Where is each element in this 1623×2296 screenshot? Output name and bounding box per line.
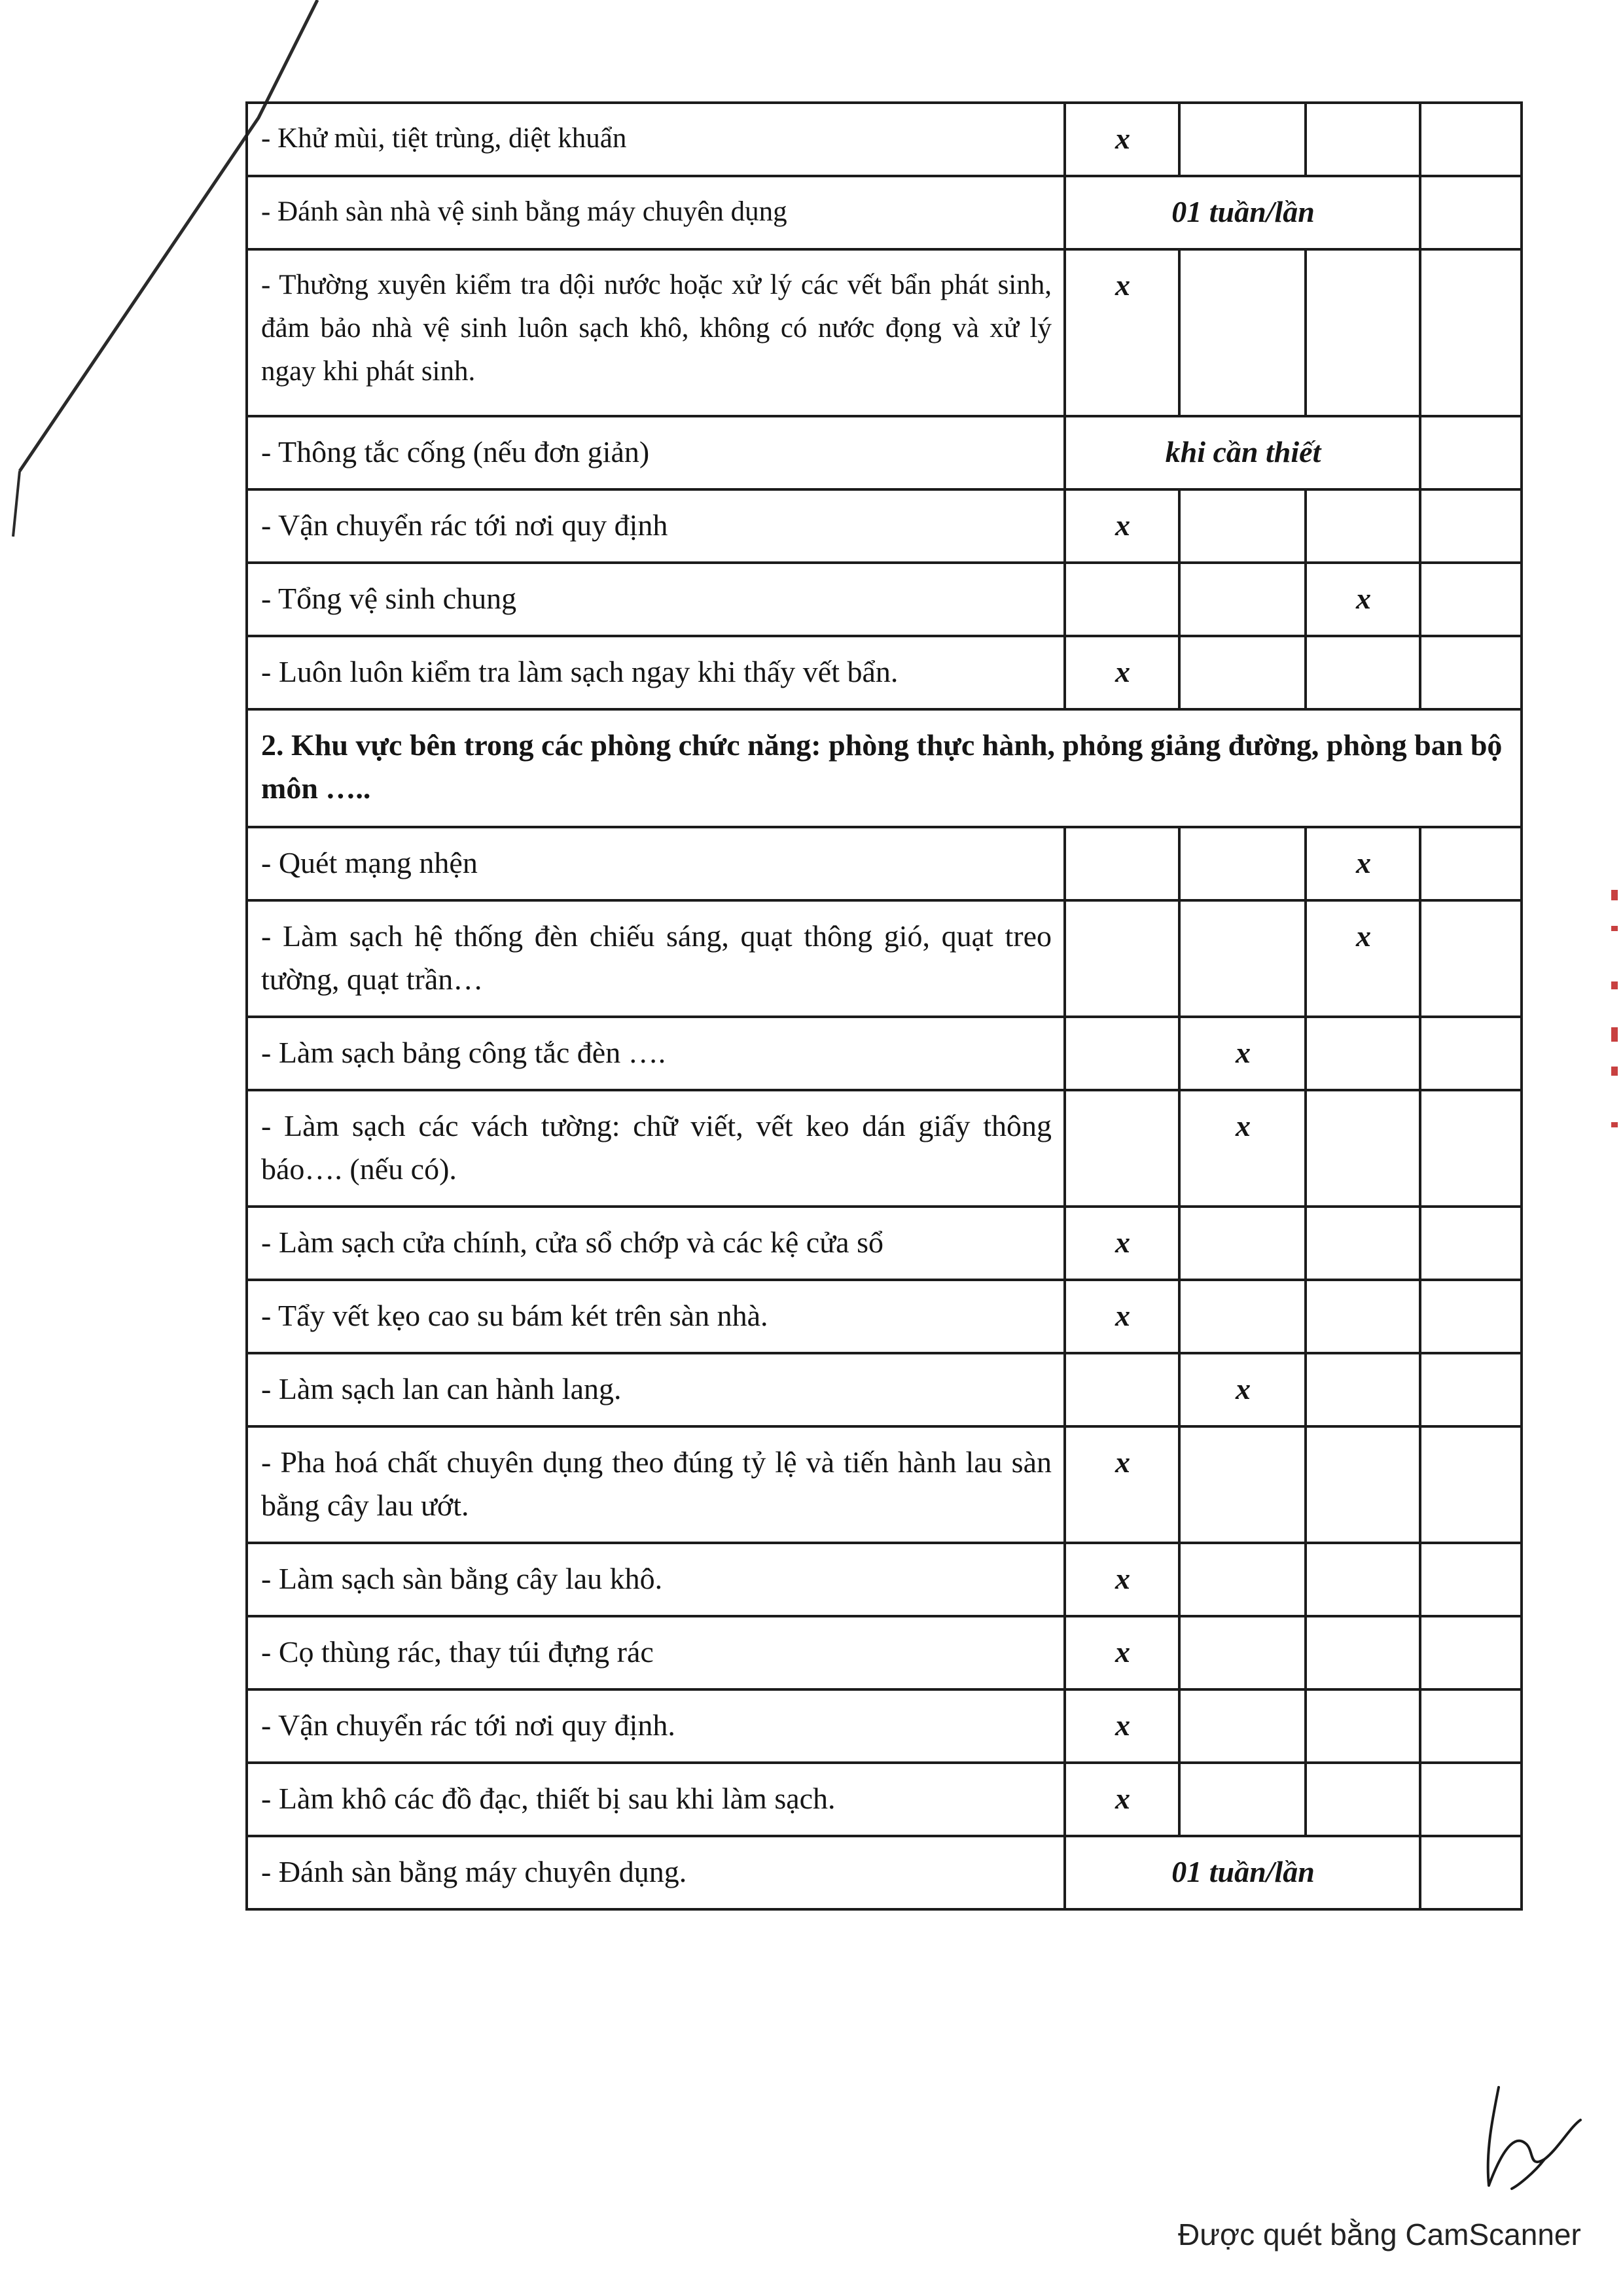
table-row (247, 176, 1522, 249)
table-row (247, 1353, 1522, 1426)
task-description: - Đánh sàn nhà vệ sinh bằng máy chuyên dụng (247, 176, 1065, 249)
task-description: - Làm khô các đồ đạc, thiết bị sau khi làm sạch. (247, 1763, 1065, 1836)
mark-cell (1179, 1616, 1306, 1689)
mark-cell (1179, 1763, 1306, 1836)
table-row (247, 636, 1522, 709)
table-row (247, 1207, 1522, 1280)
edge-mark (1611, 1027, 1618, 1042)
edge-mark (1611, 1067, 1618, 1076)
table-row (247, 1543, 1522, 1616)
frequency-note: 01 tuần/lần (1065, 176, 1420, 249)
mark-cell (1306, 1090, 1420, 1207)
task-description: - Luôn luôn kiểm tra làm sạch ngay khi thấy vết bẩn. (247, 636, 1065, 709)
mark-cell: x (1065, 1616, 1179, 1689)
section-row (247, 709, 1522, 827)
mark-cell: x (1179, 1017, 1306, 1090)
task-description: - Quét mạng nhện (247, 827, 1065, 900)
mark-cell (1420, 489, 1522, 563)
mark-cell (1065, 1090, 1179, 1207)
mark-cell (1420, 1426, 1522, 1543)
table-row (247, 1090, 1522, 1207)
table-row (247, 103, 1522, 176)
task-description: - Thường xuyên kiểm tra dội nước hoặc xử lý các vết bẩn phát sinh, đảm bảo nhà vệ sinh luôn sạch khô, không có nước đọng và xử lý ngay khi phát sinh. (247, 249, 1065, 416)
table-row (247, 1763, 1522, 1836)
table-row (247, 563, 1522, 636)
mark-cell (1306, 1426, 1420, 1543)
mark-cell (1420, 1689, 1522, 1763)
mark-cell: x (1065, 636, 1179, 709)
mark-cell (1306, 103, 1420, 176)
mark-cell: x (1065, 1280, 1179, 1353)
mark-cell (1420, 827, 1522, 900)
mark-cell (1179, 1207, 1306, 1280)
task-description: - Pha hoá chất chuyên dụng theo đúng tỷ lệ và tiến hành lau sàn bằng cây lau ướt. (247, 1426, 1065, 1543)
table-row (247, 1689, 1522, 1763)
table-row (247, 1616, 1522, 1689)
mark-cell (1179, 1280, 1306, 1353)
mark-cell (1306, 1353, 1420, 1426)
mark-cell: x (1065, 489, 1179, 563)
task-description: - Làm sạch cửa chính, cửa sổ chớp và các kệ cửa sổ (247, 1207, 1065, 1280)
mark-cell (1420, 563, 1522, 636)
table-row (247, 900, 1522, 1017)
edge-mark (1611, 926, 1618, 931)
mark-cell (1179, 103, 1306, 176)
table-row (247, 1280, 1522, 1353)
edge-mark (1611, 890, 1618, 900)
mark-cell: x (1179, 1353, 1306, 1426)
edge-mark (1611, 981, 1618, 989)
table-row (247, 1426, 1522, 1543)
mark-cell: x (1306, 827, 1420, 900)
task-description: - Làm sạch bảng công tắc đèn …. (247, 1017, 1065, 1090)
mark-cell (1420, 1207, 1522, 1280)
table-row (247, 1017, 1522, 1090)
task-description: - Đánh sàn bằng máy chuyên dụng. (247, 1836, 1065, 1909)
mark-cell (1420, 249, 1522, 416)
mark-cell: x (1065, 1763, 1179, 1836)
task-description: - Làm sạch lan can hành lang. (247, 1353, 1065, 1426)
task-description: - Thông tắc cống (nếu đơn giản) (247, 416, 1065, 489)
task-description: - Tẩy vết kẹo cao su bám két trên sàn nhà. (247, 1280, 1065, 1353)
edge-mark (1611, 1122, 1618, 1127)
mark-cell (1420, 1616, 1522, 1689)
mark-cell (1420, 1543, 1522, 1616)
mark-cell (1306, 1689, 1420, 1763)
mark-cell (1065, 1353, 1179, 1426)
mark-cell (1420, 176, 1522, 249)
mark-cell (1306, 1017, 1420, 1090)
mark-cell (1179, 636, 1306, 709)
table-row (247, 1836, 1522, 1909)
task-description: - Làm sạch sàn bằng cây lau khô. (247, 1543, 1065, 1616)
mark-cell (1420, 1280, 1522, 1353)
task-description: - Vận chuyển rác tới nơi quy định (247, 489, 1065, 563)
mark-cell: x (1065, 1207, 1179, 1280)
table-row (247, 489, 1522, 563)
mark-cell (1306, 636, 1420, 709)
mark-cell: x (1065, 249, 1179, 416)
frequency-note: 01 tuần/lần (1065, 1836, 1420, 1909)
mark-cell (1420, 1090, 1522, 1207)
table-row (247, 416, 1522, 489)
task-description: - Làm sạch hệ thống đèn chiếu sáng, quạt thông gió, quạt treo tường, quạt trần… (247, 900, 1065, 1017)
mark-cell (1065, 900, 1179, 1017)
mark-cell (1420, 1836, 1522, 1909)
mark-cell (1306, 1543, 1420, 1616)
mark-cell: x (1065, 103, 1179, 176)
mark-cell (1420, 1353, 1522, 1426)
table-body (247, 103, 1522, 1909)
task-description: - Khử mùi, tiệt trùng, diệt khuẩn (247, 103, 1065, 176)
task-description: - Cọ thùng rác, thay túi đựng rác (247, 1616, 1065, 1689)
task-description: - Làm sạch các vách tường: chữ viết, vết keo dán giấy thông báo…. (nếu có). (247, 1090, 1065, 1207)
mark-cell (1306, 489, 1420, 563)
mark-cell (1306, 1763, 1420, 1836)
mark-cell: x (1065, 1426, 1179, 1543)
mark-cell: x (1065, 1543, 1179, 1616)
mark-cell (1179, 1543, 1306, 1616)
mark-cell (1420, 1017, 1522, 1090)
mark-cell (1306, 1616, 1420, 1689)
mark-cell (1179, 563, 1306, 636)
mark-cell (1306, 1280, 1420, 1353)
task-description: - Tổng vệ sinh chung (247, 563, 1065, 636)
mark-cell: x (1306, 563, 1420, 636)
mark-cell (1420, 900, 1522, 1017)
camscanner-footer: Được quét bằng CamScanner (1178, 2217, 1581, 2252)
mark-cell (1306, 249, 1420, 416)
frequency-note: khi cần thiết (1065, 416, 1420, 489)
mark-cell (1179, 249, 1306, 416)
mark-cell: x (1065, 1689, 1179, 1763)
mark-cell (1065, 827, 1179, 900)
mark-cell (1179, 489, 1306, 563)
mark-cell (1420, 103, 1522, 176)
mark-cell (1179, 1689, 1306, 1763)
section-heading: 2. Khu vực bên trong các phòng chức năng: phòng thực hành, phỏng giảng đường, phòng ban bộ môn ….. (247, 709, 1522, 827)
table-row (247, 249, 1522, 416)
mark-cell (1306, 1207, 1420, 1280)
cleaning-schedule-table (245, 101, 1523, 1911)
mark-cell (1065, 563, 1179, 636)
mark-cell (1179, 1426, 1306, 1543)
mark-cell (1420, 416, 1522, 489)
mark-cell (1179, 900, 1306, 1017)
task-description: - Vận chuyển rác tới nơi quy định. (247, 1689, 1065, 1763)
mark-cell (1420, 1763, 1522, 1836)
mark-cell: x (1306, 900, 1420, 1017)
mark-cell (1420, 636, 1522, 709)
mark-cell (1065, 1017, 1179, 1090)
signature (1472, 2081, 1590, 2192)
mark-cell: x (1179, 1090, 1306, 1207)
table-row (247, 827, 1522, 900)
mark-cell (1179, 827, 1306, 900)
